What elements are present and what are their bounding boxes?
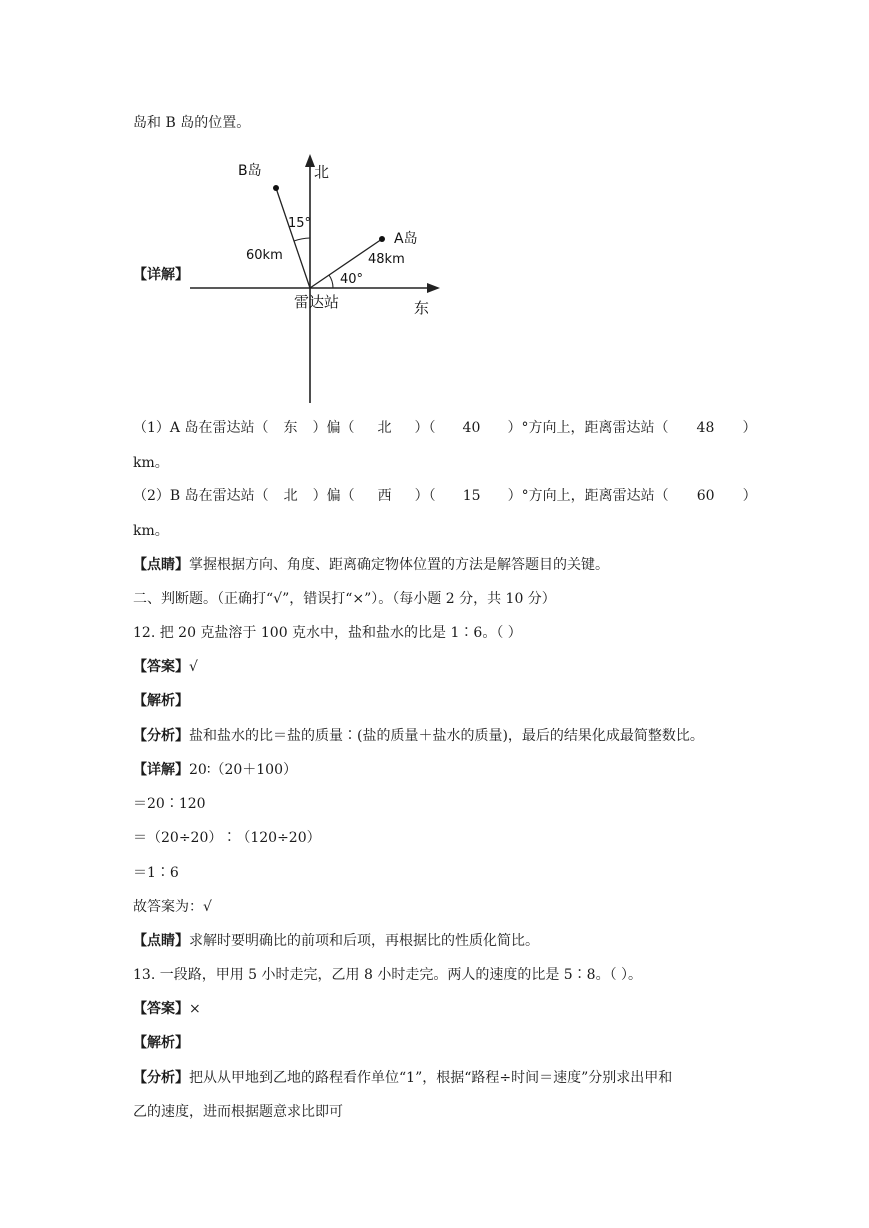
q1-distance: 48 bbox=[696, 420, 715, 436]
north-label: 北 bbox=[314, 163, 330, 181]
distance-a-label: 48km bbox=[368, 252, 405, 267]
island-b-point bbox=[273, 185, 279, 191]
island-a-point bbox=[379, 236, 385, 242]
east-label: 东 bbox=[414, 299, 430, 317]
detail-step-1: 20∶（20＋100） bbox=[189, 762, 297, 778]
fenxi-label: 【分析】 bbox=[133, 728, 189, 744]
problem-12-detail bbox=[133, 761, 297, 779]
diagram-axes bbox=[190, 154, 440, 403]
angle-a-label: 40° bbox=[340, 272, 364, 287]
q1-prefix: （1）A 岛在雷达站（ bbox=[133, 420, 269, 436]
question-1-unit: km。 bbox=[133, 455, 169, 471]
section-2-heading: 二、判断题。（正确打“√”，错误打“×”）。（每小题 2 分，共 10 分） bbox=[133, 591, 556, 607]
problem-12-final: 故答案为：√ bbox=[133, 899, 212, 915]
q1-direction-2: 北 bbox=[377, 420, 392, 436]
island-b-label: B岛 bbox=[238, 163, 262, 179]
problem-12-answer bbox=[133, 658, 198, 676]
problem-12-fenxi bbox=[133, 727, 704, 745]
q1-direction-1: 东 bbox=[283, 420, 298, 436]
station-label: 雷达站 bbox=[294, 293, 340, 311]
q1-end: ） bbox=[742, 420, 757, 436]
detail-label: 【详解】 bbox=[133, 267, 189, 283]
tip-1 bbox=[133, 556, 609, 574]
question-1-line bbox=[133, 419, 756, 437]
q2-prefix: （2）B 岛在雷达站（ bbox=[133, 488, 269, 504]
q1-mid-1: ）偏（ bbox=[312, 420, 355, 436]
q1-mid-2: ）（ bbox=[414, 420, 436, 436]
tip-label-12: 【点睛】 bbox=[133, 933, 189, 949]
q1-mid-3: ）°方向上，距离雷达站（ bbox=[507, 420, 669, 436]
answer-value: √ bbox=[189, 659, 198, 675]
tip-1-text: 掌握根据方向、角度、距离确定物体位置的方法是解答题目的关键。 bbox=[189, 557, 609, 573]
q2-end: ） bbox=[742, 488, 757, 504]
intro-text: 岛和 B 岛的位置。 bbox=[133, 115, 251, 131]
answer-value-13: × bbox=[189, 1001, 201, 1017]
problem-12-tip bbox=[133, 932, 539, 950]
question-2-line bbox=[133, 487, 757, 505]
q2-mid-2: ）（ bbox=[414, 488, 436, 504]
question-2-unit: km。 bbox=[133, 523, 169, 539]
distance-b-label: 60km bbox=[246, 248, 283, 263]
q2-mid-1: ）偏（ bbox=[312, 488, 355, 504]
detail-step-2: ＝20∶120 bbox=[133, 796, 206, 812]
problem-12-analysis-label: 【解析】 bbox=[133, 693, 189, 709]
q2-distance: 60 bbox=[696, 488, 715, 504]
q2-direction-2: 西 bbox=[377, 488, 392, 504]
fenxi-text-13: 把从从甲地到乙地的路程看作单位“1”，根据“路程÷时间＝速度”分别求出甲和 bbox=[189, 1070, 673, 1086]
tip-text-12: 求解时要明确比的前项和后项，再根据比的性质化简比。 bbox=[189, 933, 539, 949]
problem-13-fenxi bbox=[133, 1069, 672, 1087]
problem-13-fenxi-2: 乙的速度，进而根据题意求比即可 bbox=[133, 1104, 343, 1120]
q1-angle: 40 bbox=[462, 420, 481, 436]
problem-13-question: 13. 一段路，甲用 5 小时走完，乙用 8 小时走完。两人的速度的比是 5∶8。（ ）。 bbox=[133, 967, 643, 983]
answer-label-13: 【答案】 bbox=[133, 1001, 189, 1017]
east-arrow-icon bbox=[427, 283, 440, 293]
angle-b-label: 15° bbox=[288, 216, 312, 231]
answer-label: 【答案】 bbox=[133, 659, 189, 675]
detail-label-12: 【详解】 bbox=[133, 762, 189, 778]
tip-1-label: 【点睛】 bbox=[133, 557, 189, 573]
q2-angle: 15 bbox=[462, 488, 481, 504]
island-a-label: A岛 bbox=[394, 231, 418, 247]
detail-step-3: ＝（20÷20）∶（120÷20） bbox=[133, 830, 321, 846]
fenxi-label-13: 【分析】 bbox=[133, 1070, 189, 1086]
detail-step-4: ＝1∶6 bbox=[133, 865, 179, 881]
problem-13-analysis-label: 【解析】 bbox=[133, 1035, 189, 1051]
angle-arc-b bbox=[294, 238, 310, 241]
problem-12-question: 12. 把 20 克盐溶于 100 克水中，盐和盐水的比是 1∶6。（ ） bbox=[133, 625, 522, 641]
problem-13-answer bbox=[133, 1000, 201, 1018]
fenxi-text: 盐和盐水的比＝盐的质量∶(盐的质量＋盐水的质量)，最后的结果化成最简整数比。 bbox=[189, 728, 704, 744]
q2-direction-1: 北 bbox=[283, 488, 298, 504]
direction-diagram bbox=[0, 0, 869, 420]
q2-mid-3: ）°方向上，距离雷达站（ bbox=[507, 488, 669, 504]
angle-arc-a bbox=[329, 275, 333, 288]
